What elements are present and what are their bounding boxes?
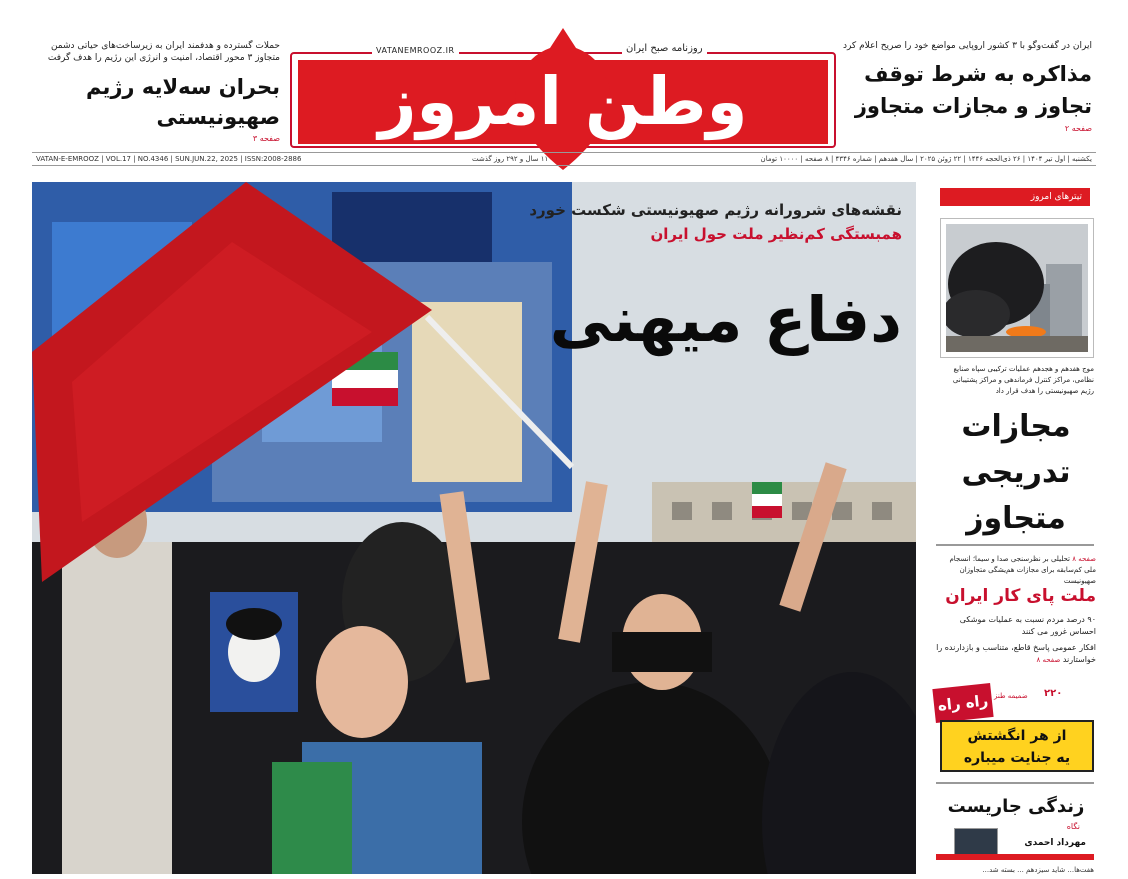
- list-item-text: افکار عمومی پاسخ قاطع، متناسب و بازدارنده را خواستارند: [936, 643, 1096, 664]
- sidebar-column: [930, 182, 1100, 874]
- supplement-line-1: از هر انگشتش: [967, 728, 1067, 744]
- section-label: تیترهای امروز: [940, 188, 1090, 206]
- list-item: ۹۰ درصد مردم نسبت به عملیات موشکی احساس غرور می کنند: [959, 615, 1096, 636]
- newspaper-logo[interactable]: وطن امروز: [378, 63, 748, 140]
- left-teaser-headline[interactable]: بحران سه‌لایه رژیم صهیونیستی: [85, 75, 280, 129]
- divider: [936, 782, 1094, 784]
- sidebar-story-2-headline[interactable]: ملت پای کار ایران: [945, 586, 1096, 606]
- right-teaser-kicker: ایران در گفت‌وگو با ۳ کشور اروپایی مواضع خود را صریح اعلام کرد: [842, 41, 1092, 51]
- main-headline[interactable]: دفاع میهنی: [549, 283, 902, 356]
- opinion-label: نگاه: [1066, 822, 1080, 831]
- sidebar-photo[interactable]: [940, 218, 1094, 358]
- sidebar-story-2-tag: صفحه ۸: [1072, 555, 1096, 563]
- supplement-ad[interactable]: [934, 682, 1098, 774]
- dateline-english: VATAN-E-EMROOZ | VOL.17 | NO.4346 | SUN.JUN.22, 2025 | ISSN:2008-2886: [36, 155, 302, 163]
- main-kicker: نقشه‌های شرورانه رژیم صهیونیستی شکست خورد: [529, 201, 902, 219]
- main-photo[interactable]: [32, 182, 916, 874]
- bullets-page: صفحه ۸: [1036, 656, 1061, 664]
- dateline: [32, 152, 1096, 166]
- main-subhead: همبستگی کم‌نظیر ملت حول ایران: [650, 225, 902, 243]
- dateline-persian: یکشنبه | اول تیر ۱۴۰۴ | ۲۶ ذی‌الحجه ۱۴۴۶ | ۲۲ ژوئن ۲۰۲۵ | سال هفدهم | شماره ۴۳۴۶ | ۸ صفحه | ۱۰۰۰۰ تومان: [760, 155, 1092, 163]
- supplement-price: ۲۲۰: [1044, 688, 1063, 699]
- smoke-photo-illustration: [946, 224, 1088, 352]
- left-teaser[interactable]: [30, 40, 280, 143]
- sidebar-photo-caption: موج هفدهم و هجدهم عملیات ترکیبی سپاه صنایع نظامی، مراکز کنترل فرماندهی و مراکز پشتیبانی رژیم صهیونیستی را هدف قرار داد: [952, 365, 1094, 395]
- supplement-line-2: یه جنایت میباره: [963, 750, 1071, 766]
- site-url[interactable]: VATANEMROOZ.IR: [372, 46, 459, 55]
- sidebar-story-2-kicker: [936, 554, 1096, 587]
- supplement-headline: [940, 720, 1094, 772]
- author-bar: [936, 854, 1094, 860]
- supplement-badge: راه راه: [932, 683, 993, 723]
- column-footer-text: هفت‌ها... شاید سیزدهم ... بسته شد...: [982, 866, 1094, 874]
- right-teaser-page: صفحه ۲: [1064, 124, 1092, 133]
- sidebar-story-1-headline[interactable]: مجازات تدریجی متجاوز: [961, 409, 1071, 536]
- masthead: [0, 0, 1128, 178]
- dateline-middle: ۱۱ سال و ۲۹۲ روز گذشت: [472, 155, 549, 163]
- newspaper-subtitle: روزنامه صبح ایران: [622, 43, 707, 54]
- list-item: [936, 642, 1096, 666]
- sidebar-story-3-headline[interactable]: زندگی جاریست: [947, 796, 1085, 817]
- supplement-note: ضمیمه طنز: [994, 692, 1028, 700]
- left-teaser-kicker: حملات گسترده و هدفمند ایران به زیرساخت‌های حیاتی دشمن متجاوز ۳ محور اقتصاد، امنیت و انرژی این رژیم را هدف گرفت: [47, 41, 280, 63]
- main-story[interactable]: [529, 198, 902, 370]
- divider: [936, 544, 1094, 546]
- sidebar-bullets: [936, 614, 1096, 670]
- author-name[interactable]: مهرداد احمدی: [1024, 838, 1086, 848]
- left-teaser-page: صفحه ۳: [252, 134, 280, 143]
- right-teaser-headline[interactable]: مذاکره به شرط توقف تجاوز و مجازات متجاوز: [854, 62, 1092, 118]
- right-teaser[interactable]: [832, 40, 1092, 133]
- sidebar-story-2-kicker-text: تحلیلی بر نظرسنجی صدا و سیما؛ انسجام ملی کم‌سابقه برای مجازات هم‌یشگی متجاوزان صهیونیست: [949, 555, 1096, 585]
